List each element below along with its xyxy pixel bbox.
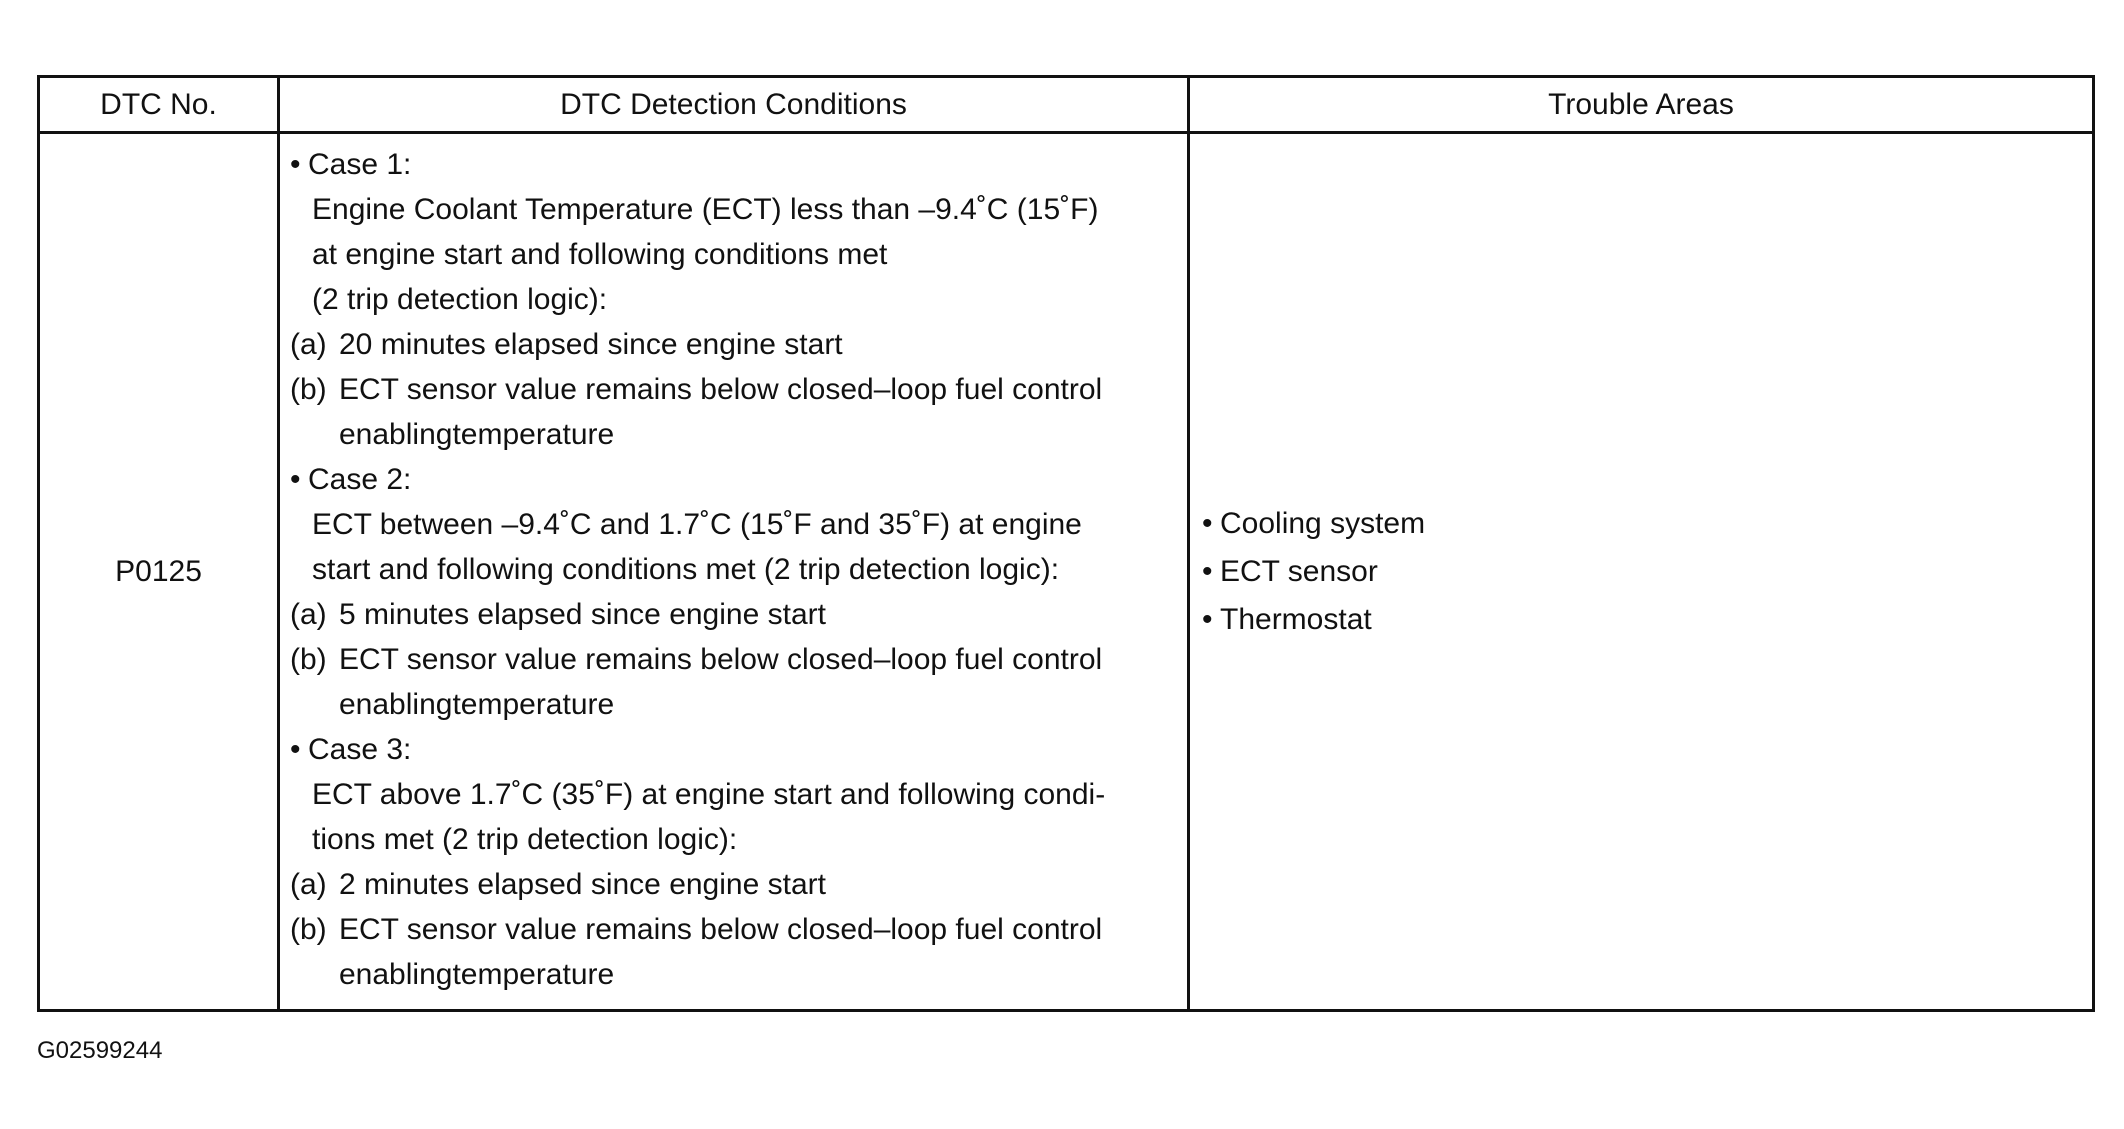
case-description-line: (2 trip detection logic): (312, 283, 608, 316)
trouble-area-item (1202, 548, 2092, 596)
condition-item (290, 637, 1187, 682)
trouble-area-label: Cooling system (1220, 506, 1426, 540)
trouble-area-item (1202, 596, 2092, 644)
condition-item-label: (b) (290, 643, 327, 676)
header-dtc-no: DTC No. (39, 77, 279, 133)
bullet-marker: • (290, 148, 301, 181)
case-heading (290, 457, 1187, 502)
detection-conditions-cell (279, 133, 1189, 1011)
case-description-line: Engine Coolant Temperature (ECT) less than –9.4˚C (15˚F) (312, 193, 1099, 226)
condition-item-label: (b) (290, 373, 327, 406)
case-label: Case 1: (308, 148, 412, 181)
condition-item-continuation: enablingtemperature (339, 418, 615, 451)
condition-item (290, 862, 1187, 907)
condition-item-continuation: enablingtemperature (339, 688, 615, 721)
trouble-area-label: ECT sensor (1220, 554, 1378, 588)
case-description-line: at engine start and following conditions met (312, 238, 888, 271)
trouble-areas-cell (1189, 133, 2094, 1011)
bullet-marker: • (290, 463, 301, 496)
condition-item-label: (a) (290, 868, 327, 901)
condition-item-label: (a) (290, 598, 327, 631)
condition-item-text: 20 minutes elapsed since engine start (339, 328, 843, 361)
dtc-number-cell: P0125 (39, 133, 279, 1011)
case-heading (290, 142, 1187, 187)
table-row (39, 133, 2094, 1011)
condition-item (290, 322, 1187, 367)
bullet-marker: • (1202, 554, 1213, 588)
trouble-area-item (1202, 500, 2092, 548)
condition-item-text: 2 minutes elapsed since engine start (339, 868, 826, 901)
case-heading (290, 727, 1187, 772)
condition-item-text: ECT sensor value remains below closed–loop fuel control (339, 913, 1103, 946)
trouble-area-label: Thermostat (1220, 602, 1372, 636)
bullet-marker: • (290, 733, 301, 766)
header-trouble-areas: Trouble Areas (1189, 77, 2094, 133)
dtc-table (37, 75, 2095, 1012)
case-label: Case 2: (308, 463, 412, 496)
condition-item-continuation: enablingtemperature (339, 958, 615, 991)
bullet-marker: • (1202, 602, 1213, 636)
condition-item (290, 367, 1187, 412)
header-detection-conditions: DTC Detection Conditions (279, 77, 1189, 133)
condition-item-text: ECT sensor value remains below closed–loop fuel control (339, 643, 1103, 676)
condition-item-label: (b) (290, 913, 327, 946)
condition-item (290, 592, 1187, 637)
case-description-line: ECT between –9.4˚C and 1.7˚C (15˚F and 35˚F) at engine (312, 508, 1082, 541)
figure-id: G02599244 (37, 1037, 163, 1064)
case-label: Case 3: (308, 733, 412, 766)
case-description-line: start and following conditions met (2 trip detection logic): (312, 553, 1060, 586)
condition-item-text: ECT sensor value remains below closed–loop fuel control (339, 373, 1103, 406)
header-row (39, 77, 2094, 133)
case-description-line: tions met (2 trip detection logic): (312, 823, 738, 856)
condition-item-text: 5 minutes elapsed since engine start (339, 598, 826, 631)
case-description-line: ECT above 1.7˚C (35˚F) at engine start and following condi- (312, 778, 1106, 811)
condition-item (290, 907, 1187, 952)
bullet-marker: • (1202, 506, 1213, 540)
condition-item-label: (a) (290, 328, 327, 361)
